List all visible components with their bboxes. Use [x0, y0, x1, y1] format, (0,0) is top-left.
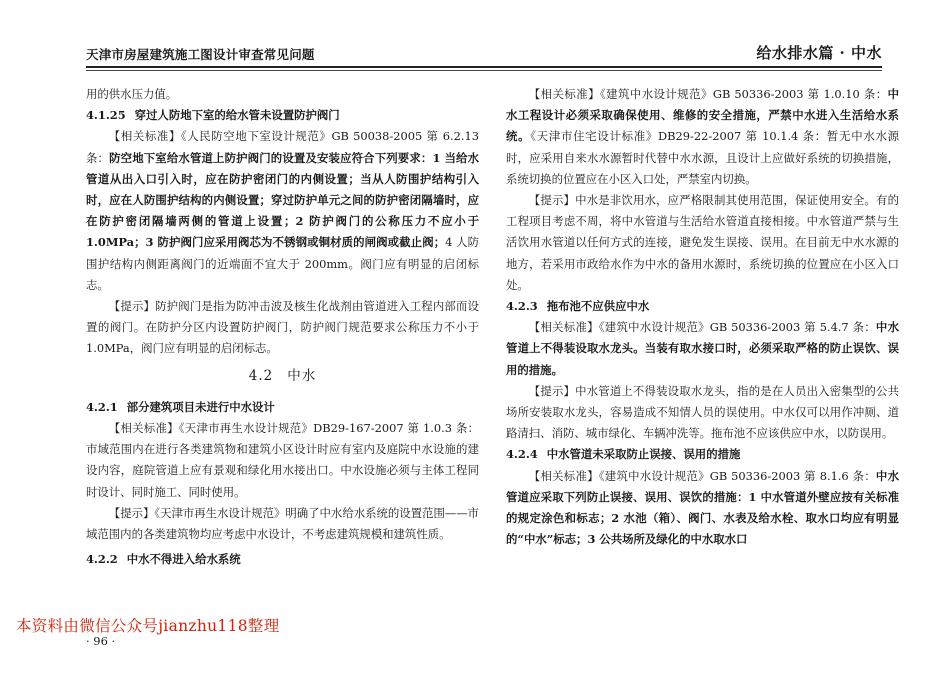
chapter-heading-4-2 — [86, 366, 479, 387]
section-number: 4.2.2 — [86, 552, 118, 567]
page-number: · 96 · — [86, 634, 116, 648]
tip-paragraph — [86, 503, 479, 545]
section-title: 穿过人防地下室的给水管未设置防护阀门 — [134, 108, 340, 123]
section-title: 中水不得进入给水系统 — [126, 552, 241, 567]
label-related-standard: 【相关标准】 — [108, 421, 179, 436]
header-rule-thin — [86, 70, 882, 71]
chapter-number: 4.2 — [248, 367, 274, 384]
tip-text: 中水是非饮用水，应严格限制其使用范围，保证使用安全。有的工程项目考虑不周，将中水管道与生活给水管道直接相接。中水管道严禁与生活饮用水管道以任何方式的连接，避免发生误接、误用。在目前无中水水源的地方，若采用市政给水作为中水的备用水源时，系统切换的位置应在小区入口处。 — [506, 193, 899, 292]
tip-text: 中水管道上不得装设取水龙头，指的是在人员出入密集型的公共场所安装取水龙头，容易造成不知情人员的误使用。中水仅可以用作冲厕、道路清扫、消防、城市绿化、车辆冲洗等。拖布池不应该供应中水，以防误用。 — [506, 383, 899, 441]
mandatory-clause-text: 防空地下室给水管道上防护阀门的设置及安装应符合下列要求：1 当给水管道从出入口引入时，应在防护密闭门的内侧设置；当从人防围护结构引入时，应在人防围护结构的内侧设置；穿过防护单元之间的防护密闭隔墙时，应在防护密闭隔墙两侧的管道上设置；2 防护阀门的公称压力不应小于 1.0MPa；3 防护阀门应采用阀芯为不锈钢或铜材质的闸阀或截止阀； — [86, 150, 479, 250]
tip-text: 《天津市再生水设计规范》明确了中水给水系统的设置范围——市域范围内的各类建筑物均应考虑中水设计，不考虑建筑规模和建筑性质。 — [86, 505, 480, 542]
section-heading-4-2-3 — [506, 296, 899, 317]
section-number: 4.1.25 — [86, 108, 126, 123]
related-standard-paragraph — [506, 84, 899, 190]
tip-paragraph — [506, 381, 899, 445]
running-header-section-title: 给水排水篇 · 中水 — [756, 44, 882, 62]
watermark-text: 本资料由微信公众号jianzhu118整理 — [16, 617, 280, 635]
standard-reference: 《人民防空地下室设计规范》GB 50038-2005 第 6.2.13 条： — [86, 129, 479, 165]
standard-reference: 《建筑中水设计规范》GB 50336-2003 第 8.1.6 条： — [598, 468, 876, 483]
mandatory-clause-text: 中水工程设计必须采取确保使用、维修的安全措施，严禁中水进入生活给水系统。 — [506, 87, 899, 144]
standard-reference: 《建筑中水设计规范》GB 50336-2003 第 1.0.10 条： — [599, 87, 888, 101]
paragraph-continuation: 用的供水压力值。 — [86, 87, 178, 101]
clause-tail-text: 《天津市住宅设计标准》DB29-22-2007 第 10.1.4 条：暂无中水水源时，应采用自来水水源暂时代替中水水源，且设计上应做好系统的切换措施，系统切换的位置应在小区入口处，严禁室内切换。 — [506, 129, 899, 186]
mandatory-clause-text: 中水管道应采取下列防止误接、误用、误饮的措施：1 中水管道外壁应按有关标准的规定涂色和标志；2 水池（箱）、阀门、水表及给水栓、取水口均应有明显的“中水”标志；3 公共场所及绿化的中水取水口 — [506, 468, 899, 547]
clause-tail-text: 4 人防围护结构内侧距离阀门的近端面不宜大于 200mm。阀门应有明显的启闭标志。 — [86, 235, 479, 292]
standard-text: 《天津市再生水设计规范》DB29-167-2007 第 1.0.3 条：市域范围内在进行各类建筑物和建筑小区设计时应有室内及庭院中水设施的建设内容，庭院管道上应有景观和绿化用水接出口。中水设施必须与主体工程同时设计、同时施工、同时使用。 — [86, 421, 479, 499]
section-heading-4-2-1 — [86, 397, 479, 418]
tip-text: 防护阀门是指为防冲击波及核生化战剂由管道进入工程内部而设置的阀门。在防护分区内设置防护阀门，防护阀门规范要求公称压力不小于 1.0MPa，阀门应有明显的启闭标志。 — [86, 299, 479, 356]
related-standard-paragraph — [506, 317, 899, 381]
label-tip: 【提示】 — [528, 193, 576, 208]
related-standard-paragraph — [506, 466, 899, 551]
tip-paragraph — [506, 190, 899, 296]
header-rule — [86, 66, 882, 68]
section-title: 拖布池不应供应中水 — [546, 299, 650, 314]
label-related-standard: 【相关标准】 — [528, 468, 599, 483]
section-heading-4-2-2 — [86, 549, 479, 570]
section-number: 4.2.1 — [86, 399, 118, 414]
related-standard-paragraph — [86, 418, 479, 503]
tip-paragraph — [86, 296, 479, 360]
label-related-standard: 【相关标准】 — [528, 320, 599, 335]
section-heading-4-2-4 — [506, 444, 899, 465]
standard-reference: 《建筑中水设计规范》GB 50336-2003 第 5.4.7 条： — [598, 320, 876, 335]
label-tip: 【提示】 — [528, 383, 576, 398]
running-header-book-title: 天津市房屋建筑施工图设计审查常见问题 — [86, 47, 315, 62]
left-column — [86, 84, 479, 570]
label-tip: 【提示】 — [108, 299, 156, 314]
section-heading-4-1-25 — [86, 105, 479, 126]
right-column — [506, 84, 899, 550]
label-related-standard: 【相关标准】 — [528, 87, 600, 101]
mandatory-clause-text: 中水管道上不得装设取水龙头。当装有取水接口时，必须采取严格的防止误饮、误用的措施。 — [506, 320, 899, 377]
chapter-title: 中水 — [287, 367, 317, 384]
section-title: 部分建筑项目未进行中水设计 — [126, 399, 275, 414]
section-number: 4.2.4 — [506, 447, 538, 462]
label-tip: 【提示】 — [108, 505, 155, 520]
label-related-standard: 【相关标准】 — [108, 129, 181, 144]
section-title: 中水管道未采取防止误接、误用的措施 — [546, 447, 741, 462]
related-standard-paragraph — [86, 126, 479, 296]
section-number: 4.2.3 — [506, 299, 538, 314]
